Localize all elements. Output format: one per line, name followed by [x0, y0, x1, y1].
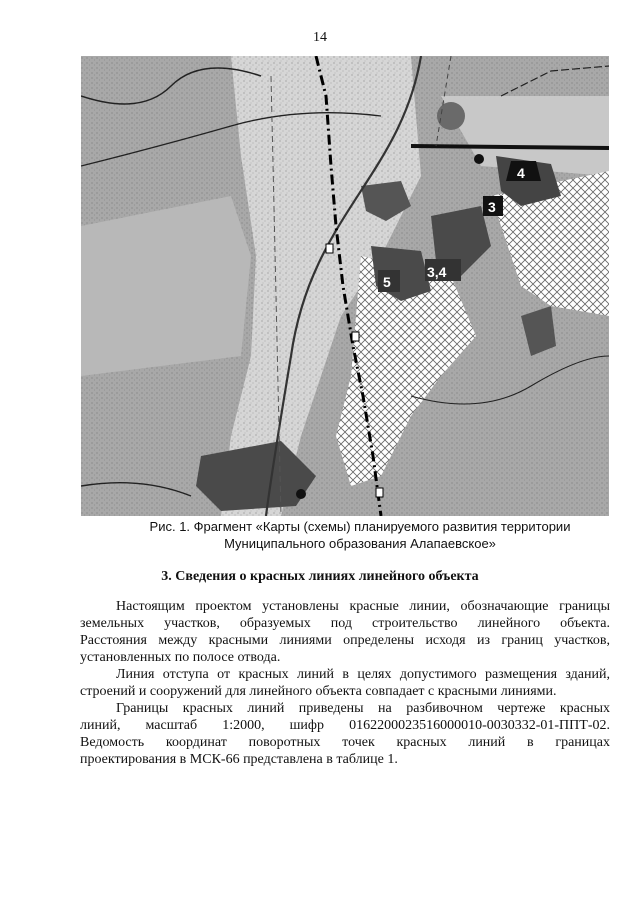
- paragraph-line: строений и сооружений для линейного объекта совпадает с красными линиями.: [80, 684, 557, 699]
- page-number: 14: [313, 30, 327, 45]
- section-title: 3. Сведения о красных линиях линейного объекта: [161, 569, 479, 584]
- zone-label: 3: [488, 199, 496, 215]
- paragraph-line: Настоящим проектом установлены красные линии, обозначающие границы: [116, 599, 610, 614]
- main-road: [411, 146, 609, 148]
- zone-label: 4: [517, 165, 525, 181]
- paragraph-line: установленных по полосе отвода.: [80, 650, 281, 665]
- paragraph-line: Линия отступа от красных линий в целях допустимого размещения зданий,: [116, 667, 610, 682]
- pond: [437, 102, 465, 130]
- route-point: [326, 244, 333, 253]
- paragraph-line: Ведомость координат поворотных точек красных линий в границах: [80, 735, 610, 750]
- zone-marker-5: [378, 270, 400, 292]
- zone-marker-3-4: [425, 259, 461, 281]
- map-drawing: [81, 56, 609, 516]
- paragraph-line: Расстояния между красными линиями определены исходя из границ участков,: [80, 633, 610, 648]
- paragraph-line: земельных участков, образуемых под строительство линейного объекта.: [80, 616, 610, 631]
- figure-caption-line1: Рис. 1. Фрагмент «Карты (схемы) планируемого развития территории: [149, 519, 571, 534]
- zone-label: 5: [383, 274, 391, 290]
- zone-marker-4: [506, 161, 541, 181]
- territory-map: [81, 56, 609, 516]
- paragraph-line: линий, масштаб 1:2000, шифр 0162200023516000010-0030332-01-ППТ-02.: [80, 718, 610, 733]
- paragraph-line: проектирования в МСК-66 представлена в таблице 1.: [80, 752, 398, 767]
- zone-marker-3: [483, 196, 503, 216]
- field-area: [81, 196, 251, 376]
- route-point: [376, 488, 383, 497]
- station-marker: [474, 154, 484, 164]
- paragraph-red-lines: [80, 598, 610, 666]
- route-point: [352, 332, 359, 341]
- paragraph-line: Границы красных линий приведены на разбивочном чертеже красных: [116, 701, 610, 716]
- station-marker: [296, 489, 306, 499]
- paragraph-setback-line: [80, 666, 610, 700]
- zone-label: 3,4: [427, 264, 447, 280]
- figure-caption-line2: Муниципального образования Алапаевское»: [224, 536, 496, 551]
- paragraph-boundaries: [80, 700, 610, 768]
